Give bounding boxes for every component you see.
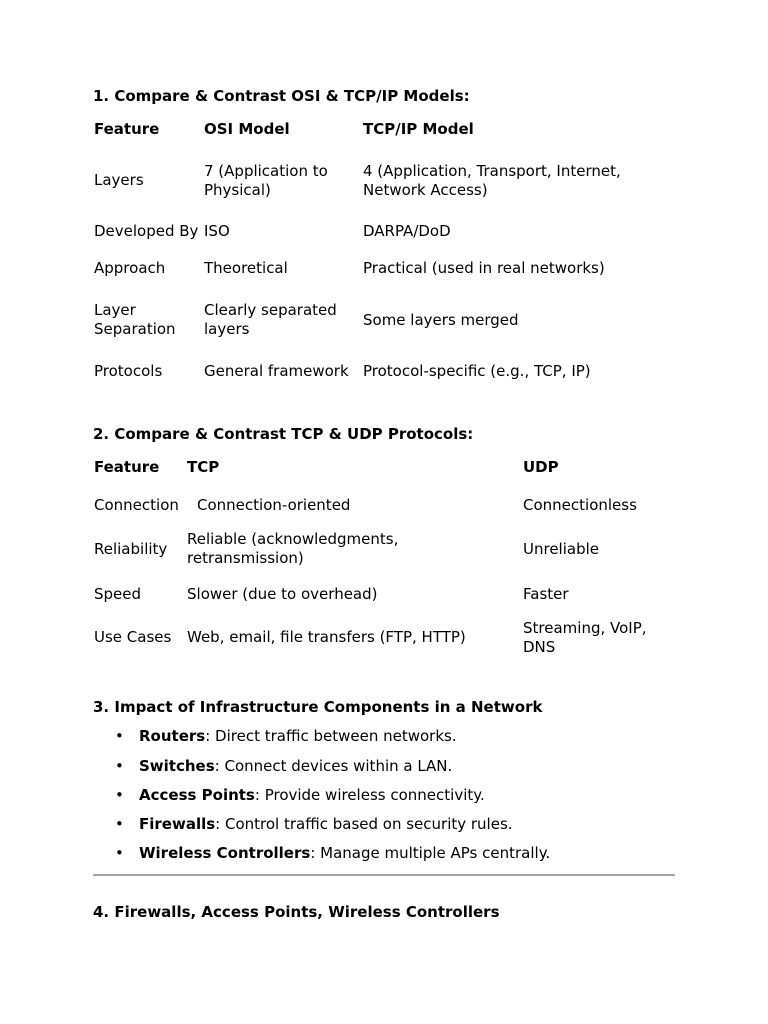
list-item-term: Firewalls [139,815,216,833]
bullet-icon: • [115,727,124,745]
bullet-icon: • [115,786,124,804]
table1-row3-osi: Theoretical [204,259,288,277]
list-item [139,727,457,745]
list-item [139,844,550,862]
list-item-term: Access Points [139,786,255,804]
table1-header-osi: OSI Model [204,120,290,138]
list-item-desc: : Provide wireless connectivity. [254,786,485,804]
table2-header-tcp: TCP [187,458,220,476]
list-item-desc: : Direct traffic between networks. [205,727,457,745]
table2-row1-udp: Connectionless [523,496,637,514]
table1-row2-osi: ISO [204,222,230,240]
table2-row3-feature: Speed [94,585,142,603]
list-item-desc: : Control traffic based on security rules. [215,815,513,833]
list-item-term: Switches [139,757,215,775]
list-item-term: Wireless Controllers [139,844,311,862]
bullet-icon: • [115,815,124,833]
list-item [139,815,513,833]
list-item [115,757,124,775]
section3-heading: 3. Impact of Infrastructure Components in a Network [93,698,543,716]
table1-header-feature: Feature [94,120,160,138]
list-item [115,786,124,804]
section2-heading: 2. Compare & Contrast TCP & UDP Protocols: [93,425,474,443]
list-item-term: Routers [139,727,206,745]
horizontal-divider [93,874,675,876]
section1-heading: 1. Compare & Contrast OSI & TCP/IP Models: [93,87,470,105]
section4-heading: 4. Firewalls, Access Points, Wireless Controllers [93,903,500,921]
table1-row5-tcpip: Protocol-specific (e.g., TCP, IP) [363,362,591,380]
table1-row4-osi: Clearly separated layers [204,301,337,338]
table2-row2-tcp: Reliable (acknowledgments, retransmission) [187,530,399,567]
table1-row3-feature: Approach [94,259,166,277]
list-item [139,757,452,775]
list-item [115,727,124,745]
list-item [115,844,124,862]
table1-row2-tcpip: DARPA/DoD [363,222,451,240]
table2-row2-udp: Unreliable [523,540,599,558]
table1-row5-osi: General framework [204,362,349,380]
table1-row5-feature: Protocols [94,362,163,380]
bullet-icon: • [115,844,124,862]
list-item [115,815,124,833]
list-item-desc: : Connect devices within a LAN. [214,757,453,775]
table1-row4-tcpip: Some layers merged [363,311,519,329]
table2-row4-feature: Use Cases [94,628,172,646]
table2-row3-udp: Faster [523,585,569,603]
table2-row1-feature: Connection [94,496,179,514]
table2-row3-tcp: Slower (due to overhead) [187,585,378,603]
table2-header-udp: UDP [523,458,559,476]
table2-row1-tcp: Connection-oriented [197,496,351,514]
table2-row4-udp: Streaming, VoIP, DNS [523,619,647,656]
table1-header-tcpip: TCP/IP Model [363,120,474,138]
table1-row4-feature: Layer Separation [94,301,176,338]
table2-header-feature: Feature [94,458,160,476]
table1-row3-tcpip: Practical (used in real networks) [363,259,605,277]
list-item [139,786,485,804]
table1-row1-feature: Layers [94,171,144,189]
table2-row2-feature: Reliability [94,540,168,558]
list-item-desc: : Manage multiple APs centrally. [310,844,551,862]
bullet-icon: • [115,757,124,775]
table1-row1-osi: 7 (Application to Physical) [204,162,328,199]
table1-row2-feature: Developed By [94,222,199,240]
table1-row1-tcpip: 4 (Application, Transport, Internet, Network Access) [363,162,621,199]
table2-row4-tcp: Web, email, file transfers (FTP, HTTP) [187,628,466,646]
